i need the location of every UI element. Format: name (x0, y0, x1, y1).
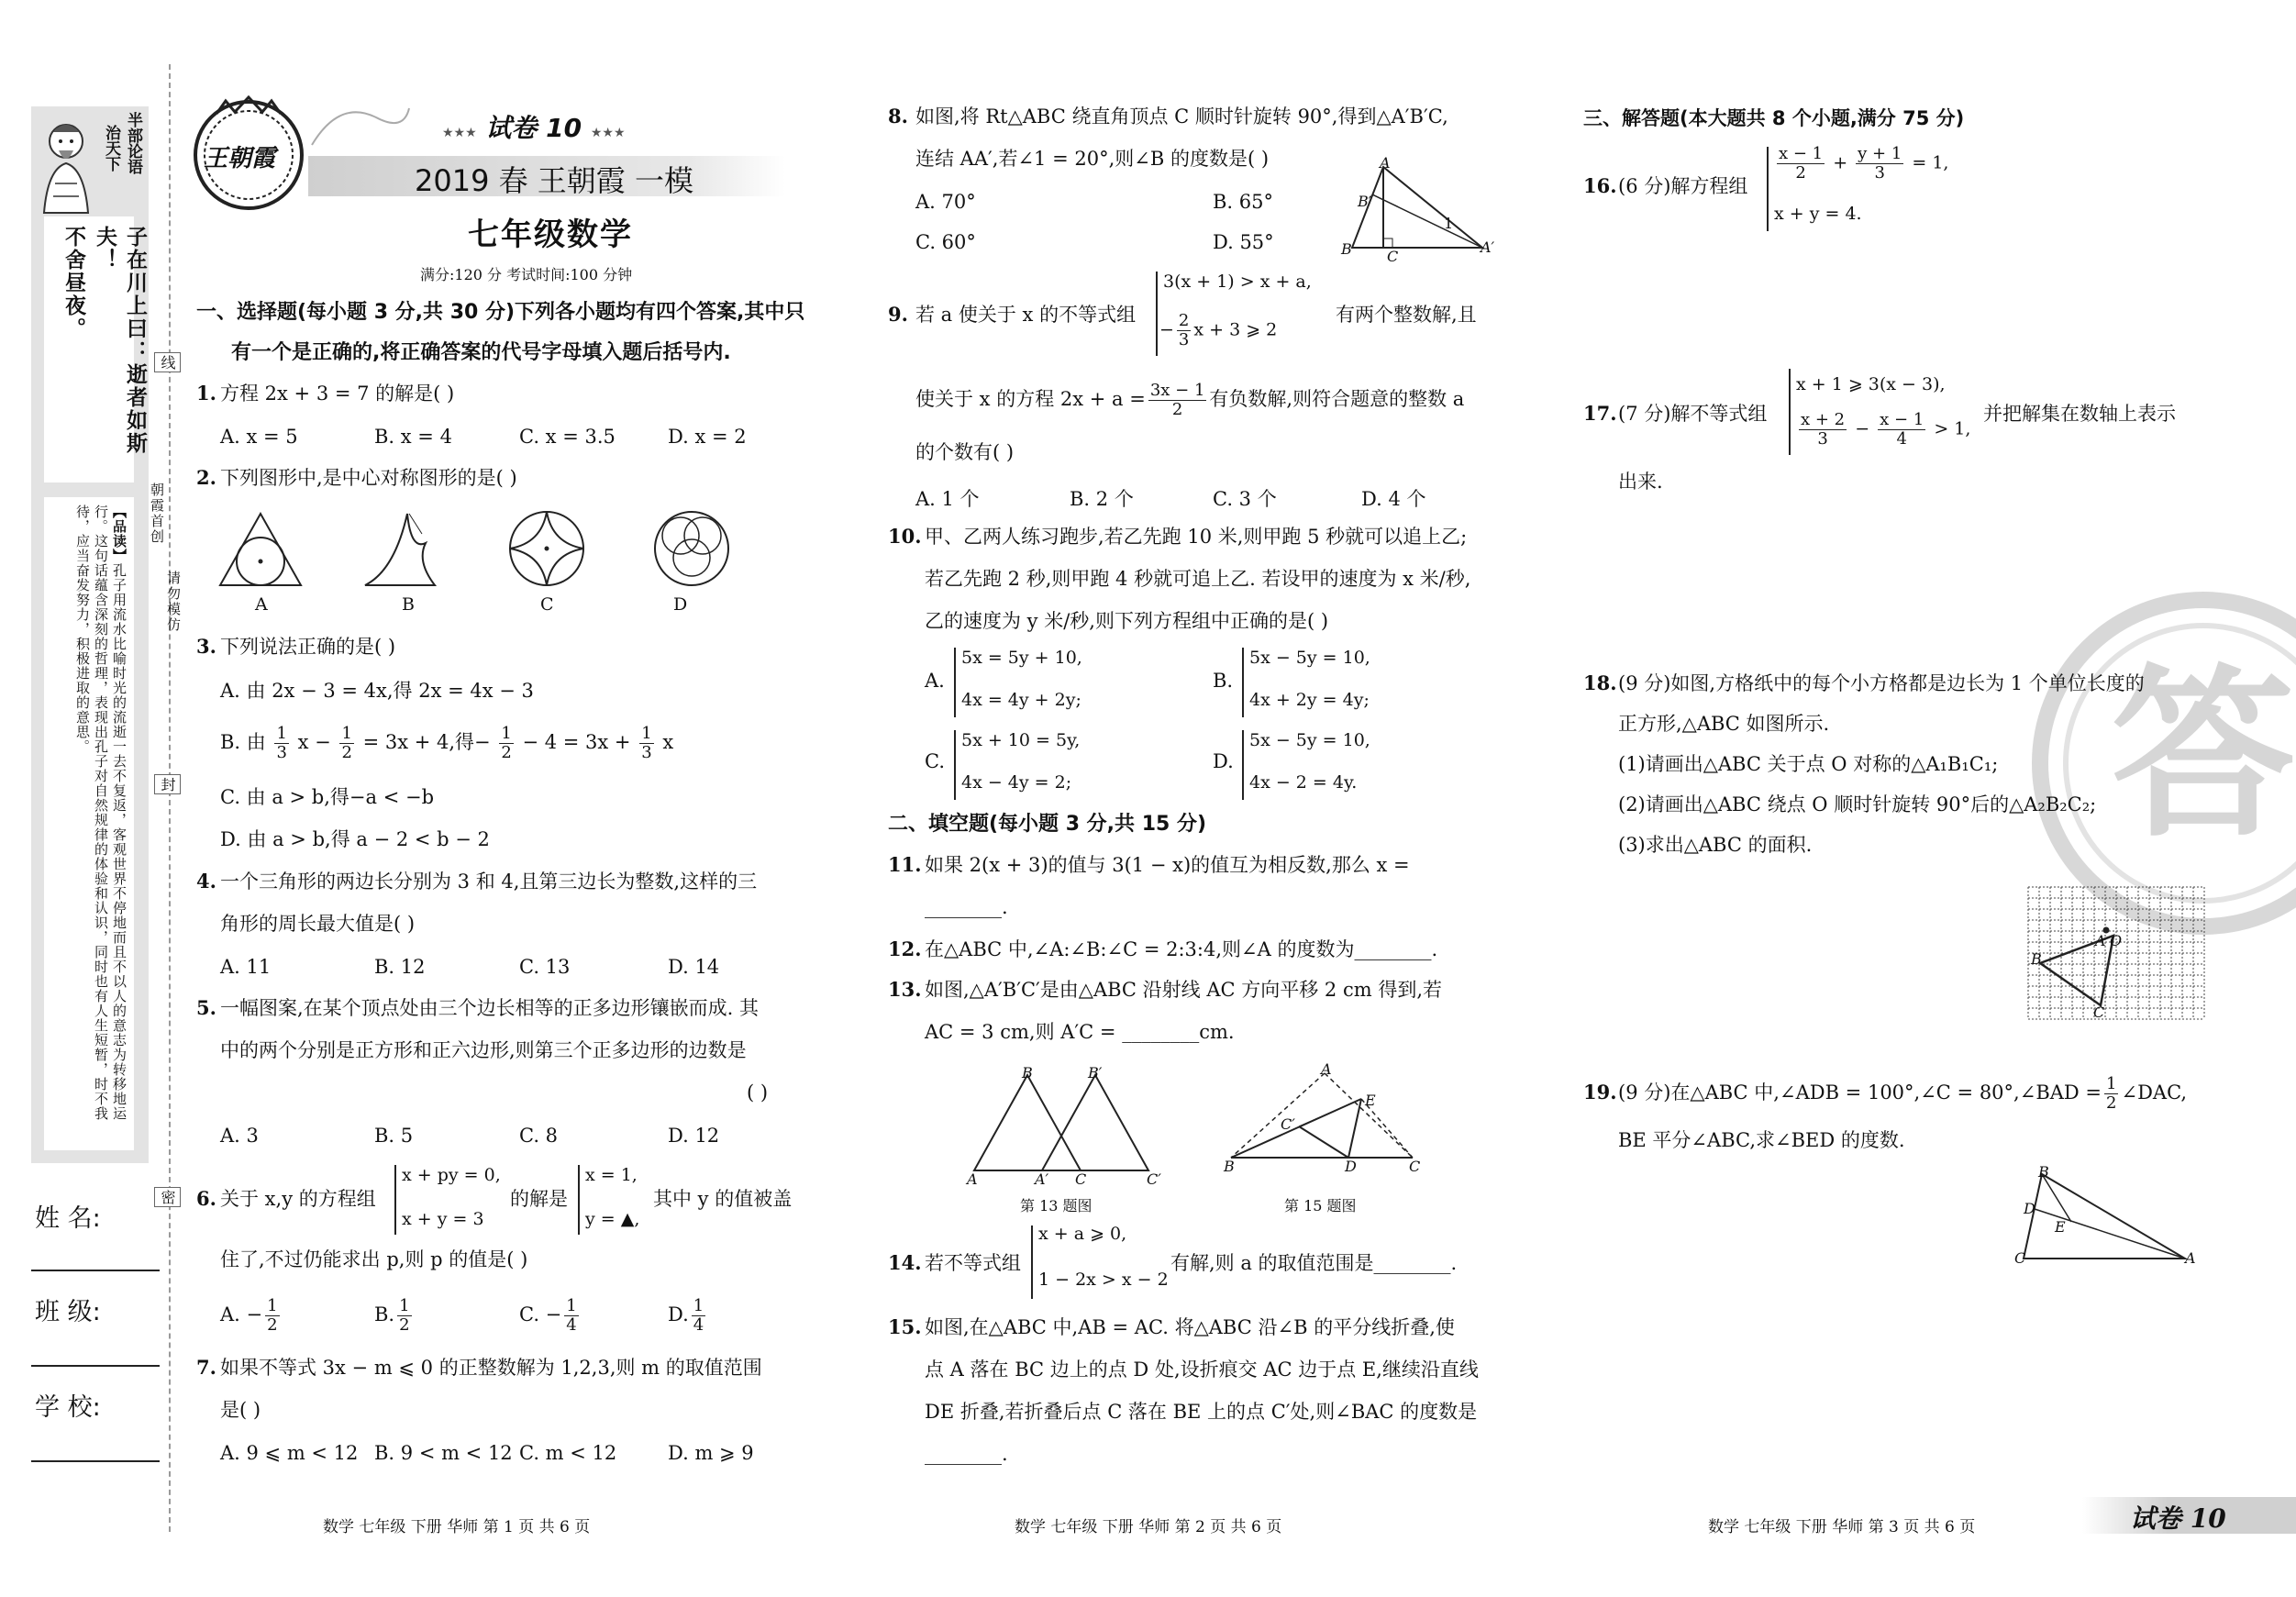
q7-option-b[interactable]: B. 9 < m < 12 (374, 1442, 513, 1464)
q8-label-c: C (1387, 248, 1399, 265)
q6-number: 6. (196, 1187, 216, 1210)
q8-option-a[interactable]: A. 70° (915, 191, 976, 213)
q5-option-b[interactable]: B. 5 (374, 1125, 414, 1147)
q15-line2: 点 A 落在 BC 边上的点 D 处,设折痕交 AC 边于点 E,继续沿直线 (925, 1359, 1479, 1381)
q6-sol2: y = ▲, (585, 1209, 640, 1229)
q14-post: 有解,则 a 的取值范围是________. (1170, 1252, 1458, 1274)
q15-label-cp: C′ (1281, 1115, 1295, 1133)
q7-option-d[interactable]: D. m ⩾ 9 (668, 1442, 754, 1464)
q17-number: 17. (1583, 402, 1617, 425)
q14-eq1: x + a ⩾ 0, (1038, 1224, 1127, 1244)
section1-heading-line1: 一、选择题(每小题 3 分,共 30 分)下列各小题均有四个答案,其中只 (196, 301, 805, 324)
q2-figure-d[interactable] (655, 512, 728, 585)
q19-label-d: D (2024, 1200, 2035, 1217)
q8-option-c[interactable]: C. 60° (915, 231, 976, 253)
q2-label-a: A (255, 594, 268, 615)
exam-meta: 满分:120 分 考试时间:100 分钟 (420, 266, 633, 283)
q19-label-b: B (2038, 1163, 2049, 1181)
margin-notes: 朝霞首创 请勿模仿 (149, 482, 182, 633)
q8-label-ap: A′ (1481, 238, 1495, 256)
q2-label-b: B (402, 594, 415, 615)
q9-option-d[interactable]: D. 4 个 (1361, 488, 1426, 510)
q16-eq1: $\frac{x - 1}{2}$ + $\frac{y + 1}{3}$ = 1, (1779, 144, 1949, 183)
answer-watermark-icon (2029, 589, 2296, 937)
q9-number: 9. (888, 303, 908, 326)
q14-number: 14. (888, 1251, 922, 1274)
name-label: 姓 名: (35, 1204, 101, 1233)
q16-pre: (6 分)解方程组 (1618, 175, 1748, 197)
q18-sub3: (3)求出△ABC 的面积. (1618, 834, 1813, 856)
footer-page-2: 数学 七年级 下册 华师 第 2 页 共 6 页 (1015, 1518, 1282, 1536)
page-title: 2019 春 王朝霞 一模 (415, 163, 693, 198)
q2-label-c: C (540, 594, 554, 615)
q4-option-d[interactable]: D. 14 (668, 956, 720, 978)
q15-line3: DE 折叠,若折叠后点 C 落在 BE 上的点 C′处,则∠BAC 的度数是 (925, 1401, 1478, 1423)
footer-page-3: 数学 七年级 下册 华师 第 3 页 共 6 页 (1708, 1518, 1976, 1536)
q10-line2: 若乙先跑 2 秒,则甲跑 4 秒就可追上乙. 若设甲的速度为 x 米/秒, (925, 568, 1471, 590)
q10-option-d-brace (1242, 730, 1244, 800)
q6-post: 其中 y 的值被盖 (653, 1188, 793, 1210)
q10-option-a-label[interactable]: A. (925, 670, 945, 692)
school-label: 学 校: (35, 1393, 101, 1422)
motto-col-2: 治天下 (102, 125, 120, 172)
q17-eq1: x + 1 ⩾ 3(x − 3), (1796, 374, 1946, 394)
q10-number: 10. (888, 525, 922, 548)
q15-label-b: B (1224, 1158, 1235, 1175)
q18-label-c: C (2093, 1004, 2105, 1021)
watermark-char: 答 (2111, 649, 2296, 862)
q10-option-b-eq1: 5x − 5y = 10, (1249, 648, 1370, 668)
q6-eq2: x + y = 3 (402, 1209, 484, 1229)
q9-option-c[interactable]: C. 3 个 (1213, 488, 1277, 510)
q13-figure (963, 1066, 1165, 1185)
q13-line2: AC = 3 cm,则 A′C = ________cm. (925, 1021, 1235, 1043)
section2-heading: 二、填空题(每小题 3 分,共 15 分) (888, 813, 1207, 836)
q2-text: 下列图形中,是中心对称图形的是( ) (220, 467, 517, 489)
q5-line2: 中的两个分别是正方形和正六边形,则第三个正多边形的边数是 (220, 1039, 747, 1061)
q10-option-c-eq2: 4x − 4y = 2; (961, 772, 1072, 793)
q5-number: 5. (196, 996, 216, 1019)
q2-number: 2. (196, 466, 216, 489)
star-icon: ★★★ (590, 126, 626, 140)
q10-option-b-eq2: 4x + 2y = 4y; (1249, 690, 1370, 710)
paper-label: ★★★ 试卷 10 ★★★ (442, 113, 626, 143)
subject-title: 七年级数学 (468, 216, 633, 253)
q5-option-c[interactable]: C. 8 (519, 1125, 559, 1147)
q7-option-a[interactable]: A. 9 ⩽ m < 12 (220, 1442, 359, 1464)
q15-figure (1220, 1066, 1431, 1176)
q1-number: 1. (196, 382, 216, 405)
q18-line1: (9 分)如图,方格纸中的每个小方格都是边长为 1 个单位长度的 (1618, 672, 2145, 694)
q10-option-a-brace (954, 648, 956, 717)
q6-option-d[interactable]: D. $\frac{1}{4}$ (668, 1296, 704, 1335)
q6-brace (394, 1165, 396, 1235)
q9-post: 有两个整数解,且 (1336, 304, 1477, 326)
binding-line (169, 64, 171, 1532)
q8-figure (1339, 156, 1504, 266)
q2-figure-c[interactable] (510, 512, 583, 585)
star-icon: ★★★ (442, 126, 477, 140)
q4-option-a[interactable]: A. 11 (220, 956, 272, 978)
q9-eq2: − $\frac{2}{3}$ x + 3 ⩾ 2 (1159, 311, 1278, 349)
q2-figure-a[interactable] (220, 514, 301, 585)
q6-pre: 关于 x,y 的方程组 (220, 1188, 376, 1210)
quote-main: 子在川上曰：逝者如斯夫！ (93, 226, 147, 455)
school-field[interactable] (31, 1460, 160, 1462)
q12-text: 在△ABC 中,∠A:∠B:∠C = 2:3:4,则∠A 的度数为________. (925, 938, 1438, 960)
q3-text: 下列说法正确的是( ) (220, 636, 396, 658)
q15-caption: 第 15 题图 (1284, 1197, 1357, 1214)
q19-number: 19. (1583, 1081, 1617, 1103)
q18-label-a: A (2095, 932, 2106, 949)
q7-option-c[interactable]: C. m < 12 (519, 1442, 617, 1464)
q11-number: 11. (888, 853, 922, 876)
q8-label-a: A (1380, 154, 1391, 172)
q9-line2: 使关于 x 的方程 2x + a = $\frac{3x - 1}{2}$ 有负数解,则符合题意的整数 a (915, 381, 1465, 419)
q16-brace (1767, 147, 1769, 231)
q6-eq1: x + py = 0, (402, 1165, 501, 1185)
q4-line1: 一个三角形的两边长分别为 3 和 4,且第三边长为整数,这样的三 (220, 871, 758, 893)
q19-label-e: E (2055, 1218, 2066, 1236)
q10-option-c-eq1: 5x + 10 = 5y, (961, 730, 1081, 750)
q18-grid-figure (2027, 886, 2205, 1024)
margin-char-1: 线 (154, 352, 181, 372)
q8-label-one: 1 (1444, 215, 1454, 232)
q18-sub2: (2)请画出△ABC 绕点 O 顺时针旋转 90°后的△A₂B₂C₂; (1618, 793, 2097, 815)
q10-line1: 甲、乙两人练习跑步,若乙先跑 10 米,则甲跑 5 秒就可以追上乙; (925, 526, 1468, 548)
section3-heading: 三、解答题(本大题共 8 个小题,满分 75 分) (1583, 107, 1965, 129)
q15-label-e: E (1365, 1092, 1376, 1109)
class-label: 班 级: (35, 1298, 101, 1326)
q6-solution-brace (578, 1165, 580, 1235)
q9-brace (1156, 272, 1158, 356)
q10-option-b-brace (1242, 648, 1244, 717)
q10-option-b-label[interactable]: B. (1213, 670, 1234, 692)
q13-label-ap: A′ (1035, 1170, 1049, 1188)
margin-char-2: 封 (154, 774, 181, 794)
q14-eq2: 1 − 2x > x − 2 (1038, 1270, 1169, 1290)
q4-line2: 角形的周长最大值是( ) (220, 913, 416, 935)
comment-label: 【品读】 (111, 505, 128, 563)
q4-option-b[interactable]: B. 12 (374, 956, 426, 978)
q17-pre: (7 分)解不等式组 (1618, 403, 1768, 425)
q2-label-d: D (673, 594, 688, 615)
q13-label-cp: C′ (1147, 1170, 1161, 1188)
q10-line3: 乙的速度为 y 米/秒,则下列方程组中正确的是( ) (925, 610, 1329, 632)
q5-option-d[interactable]: D. 12 (668, 1125, 720, 1147)
q1-option-a[interactable]: A. x = 5 (220, 426, 298, 448)
q18-line2: 正方形,△ABC 如图所示. (1618, 713, 1830, 735)
q4-number: 4. (196, 870, 216, 893)
q6-line2: 住了,不过仍能求出 p,则 p 的值是( ) (220, 1248, 528, 1270)
quote-sub: 不舍昼夜。 (61, 226, 85, 340)
q15-label-a: A (1321, 1060, 1332, 1078)
q19-label-c: C (2014, 1249, 2026, 1267)
q10-option-d-label[interactable]: D. (1213, 750, 1234, 772)
name-field[interactable] (31, 1270, 160, 1271)
q19-line2: BE 平分∠ABC,求∠BED 的度数. (1618, 1129, 1905, 1151)
q13-label-a: A (967, 1170, 978, 1188)
q13-label-b: B (1022, 1064, 1033, 1081)
q13-label-bp: B′ (1088, 1064, 1103, 1081)
q6-mid: 的解是 (510, 1188, 568, 1210)
q5-answer-paren: ( ) (747, 1081, 769, 1103)
q19-figure (2014, 1167, 2198, 1268)
q15-label-d: D (1345, 1158, 1357, 1175)
q13-line1: 如图,△A′B′C′是由△ABC 沿射线 AC 方向平移 2 cm 得到,若 (925, 979, 1442, 1001)
confucius-portrait-icon (35, 110, 97, 218)
banner-ribbon-icon (303, 99, 413, 154)
q13-number: 13. (888, 978, 922, 1001)
q9-option-b[interactable]: B. 2 个 (1070, 488, 1134, 510)
q15-answer-blank[interactable]: ________. (925, 1443, 1008, 1465)
q8-option-b[interactable]: B. 65° (1213, 191, 1274, 213)
q13-caption: 第 13 题图 (1020, 1197, 1093, 1214)
q3-number: 3. (196, 635, 216, 658)
q15-number: 15. (888, 1315, 922, 1338)
q1-option-c[interactable]: C. x = 3.5 (519, 426, 616, 448)
q19-label-a: A (2185, 1249, 2196, 1267)
q6-sol1: x = 1, (585, 1165, 638, 1185)
q14-pre: 若不等式组 (925, 1252, 1021, 1274)
q8-option-d[interactable]: D. 55° (1213, 231, 1274, 253)
q15-label-c: C (1409, 1158, 1421, 1175)
q4-option-c[interactable]: C. 13 (519, 956, 571, 978)
q6-option-a[interactable]: A. − $\frac{1}{2}$ (220, 1296, 278, 1335)
q18-sub1: (1)请画出△ABC 关于点 O 对称的△A₁B₁C₁; (1618, 753, 1999, 775)
q9-option-a[interactable]: A. 1 个 (915, 488, 980, 510)
q17-brace (1789, 369, 1791, 455)
q7-line1: 如果不等式 3x − m ⩽ 0 的正整数解为 1,2,3,则 m 的取值范围 (220, 1357, 762, 1379)
q1-text: 方程 2x + 3 = 7 的解是( ) (220, 383, 455, 405)
q8-line2: 连结 AA′,若∠1 = 20°,则∠B 的度数是( ) (915, 148, 1270, 170)
q14-brace (1031, 1225, 1033, 1299)
q3-option-a[interactable]: A. 由 2x − 3 = 4x,得 2x = 4x − 3 (220, 680, 534, 702)
q8-number: 8. (888, 105, 908, 128)
footer-badge: 试卷 10 (2130, 1503, 2226, 1534)
q10-option-d-eq2: 4x − 2 = 4y. (1249, 772, 1358, 793)
q9-line3: 的个数有( ) (915, 441, 1015, 463)
q8-label-b: B (1341, 240, 1352, 258)
q5-option-a[interactable]: A. 3 (220, 1125, 259, 1147)
q10-option-d-eq1: 5x − 5y = 10, (1249, 730, 1370, 750)
section1-heading-line2: 有一个是正确的,将正确答案的代号字母填入题后括号内. (231, 341, 731, 364)
logo-text: 王朝霞 (204, 145, 276, 172)
q9-pre: 若 a 使关于 x 的不等式组 (915, 304, 1137, 326)
q17-line2: 出来. (1618, 471, 1663, 493)
q1-option-b[interactable]: B. x = 4 (374, 426, 452, 448)
q5-line1: 一幅图案,在某个顶点处由三个边长相等的正多边形镶嵌而成. 其 (220, 997, 760, 1019)
sidebar-motto (97, 112, 147, 215)
q3-option-d[interactable]: D. 由 a > b,得 a − 2 < b − 2 (220, 828, 490, 850)
q3-option-b[interactable]: B. 由 $\frac{1}{3}$ x − $\frac{1}{2}$ = 3x + 4,得− $\frac{1}{2}$ − 4 = 3x + $\frac{1}{3}$ x (220, 724, 674, 762)
q19-line1: (9 分)在△ABC 中,∠ADB = 100°,∠C = 80°,∠BAD = $\frac{1}{2}$ ∠DAC, (1618, 1074, 2188, 1113)
footer-page-1: 数学 七年级 下册 华师 第 1 页 共 6 页 (323, 1518, 591, 1536)
q2-figure-b[interactable] (365, 514, 435, 585)
q16-eq2: x + y = 4. (1774, 204, 1862, 224)
q10-option-a-eq1: 5x = 5y + 10, (961, 648, 1082, 668)
q7-number: 7. (196, 1356, 216, 1379)
motto-col-1: 半部论语 (124, 112, 142, 174)
q8-label-bp: B′ (1358, 193, 1372, 210)
q1-option-d[interactable]: D. x = 2 (668, 426, 747, 448)
q18-number: 18. (1583, 671, 1617, 694)
q10-option-c-brace (954, 730, 956, 800)
q8-line1: 如图,将 Rt△ABC 绕直角顶点 C 顺时针旋转 90°,得到△A′B′C, (915, 105, 1448, 128)
q10-option-c-label[interactable]: C. (925, 750, 945, 772)
q11-line1: 如果 2(x + 3)的值与 3(1 − x)的值互为相反数,那么 x = (925, 854, 1410, 876)
q6-option-b[interactable]: B. $\frac{1}{2}$ (374, 1296, 410, 1335)
q6-option-c[interactable]: C. − $\frac{1}{4}$ (519, 1296, 577, 1335)
q17-eq2: $\frac{x + 2}{3}$ − $\frac{x - 1}{4}$ > 1, (1801, 410, 1971, 449)
margin-char-3: 密 (154, 1187, 181, 1207)
comment-text: 【品读】孔子用流水比喻时光的流逝一去不复返，客观世界不停地而且不以人的意志为转移地运行。这句话蕴含深刻的哲理，表现出孔子对自然规律的体验和认识，同时也有人生短暂，时不我待，应当奋发努力，积极进取的意思。 (74, 505, 128, 1121)
q3-option-c[interactable]: C. 由 a > b,得−a < −b (220, 786, 435, 808)
class-field[interactable] (31, 1365, 160, 1367)
q12-number: 12. (888, 937, 922, 960)
q18-label-b: B (2031, 950, 2042, 968)
q17-post: 并把解集在数轴上表示 (1983, 403, 2176, 425)
q13-label-c: C (1075, 1170, 1087, 1188)
q16-number: 16. (1583, 174, 1617, 197)
q18-label-o: O (2110, 932, 2123, 949)
q10-option-a-eq2: 4x = 4y + 2y; (961, 690, 1081, 710)
q9-eq1: 3(x + 1) > x + a, (1163, 272, 1312, 292)
q7-line2: 是( ) (220, 1399, 261, 1421)
q11-answer-blank[interactable]: ________. (925, 896, 1008, 918)
q15-line1: 如图,在△ABC 中,AB = AC. 将△ABC 沿∠B 的平分线折叠,使 (925, 1316, 1455, 1338)
